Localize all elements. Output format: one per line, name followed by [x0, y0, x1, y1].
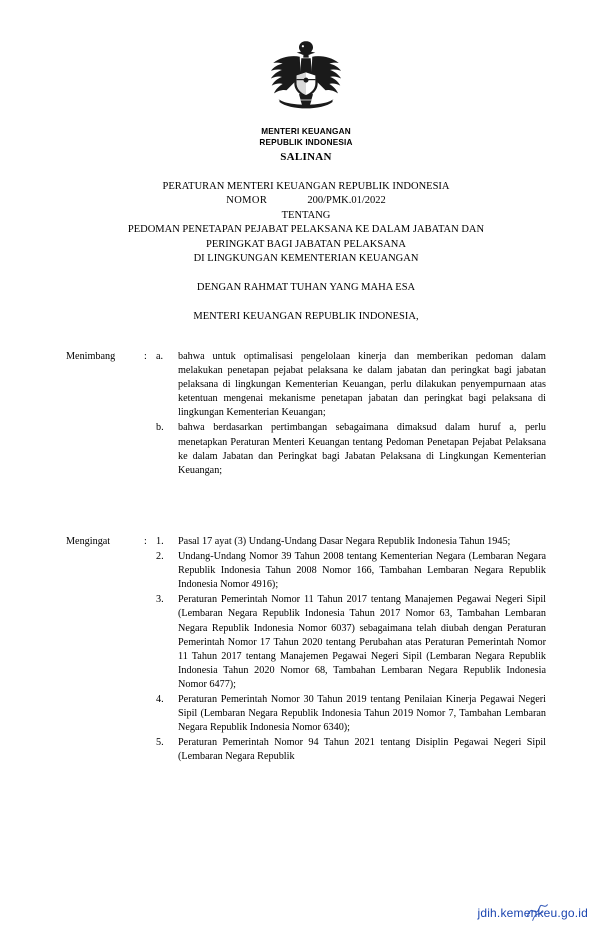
garuda-pancasila-emblem — [267, 38, 345, 116]
mengingat-section — [66, 535, 546, 766]
list-item — [156, 550, 546, 592]
salinan-label: SALINAN — [280, 151, 332, 163]
tentang-label: TENTANG — [281, 209, 331, 221]
item-marker: 1. — [156, 536, 164, 547]
nomor-label: NOMOR — [226, 195, 268, 207]
item-marker: 4. — [156, 694, 164, 706]
list-item — [156, 593, 546, 692]
menimbang-section — [66, 350, 546, 479]
item-text: Undang-Undang Nomor 39 Tahun 2008 tentang Kementerian Negara (Lembaran Negara Republik Indonesia Tahun 2008 Nomor 166, Tambahan Lembaran Negara Republik Indonesia Nomor 4916); — [178, 551, 546, 591]
ministry-header — [0, 126, 612, 165]
list-item — [156, 736, 546, 764]
item-text: Peraturan Pemerintah Nomor 11 Tahun 2017 tentang Manajemen Pegawai Negeri Sipil (Lembaran Negara Republik Indonesia Tahun 2017 Nomor 63, Tambahan Lembaran Negara Republik Indonesia Nomor 6037) sebagaimana telah diubah dengan Peraturan Pemerintah Nomor 17 Tahun 2020 tentang Perubahan atas Peraturan Pemerintah Nomor 11 Tahun 2017 tentang Manajemen Pegawai Negeri Sipil (Lembaran Negara Republik Indonesia Tahun 2020 Nomor 68, Tambahan Lembaran Negara Republik Indonesia Nomor 6477); — [178, 594, 546, 690]
mengingat-label: Mengingat — [66, 536, 111, 547]
menimbang-colon: : — [144, 351, 147, 362]
watermark-footer — [0, 906, 612, 920]
regulation-title-block — [0, 180, 612, 266]
mengingat-colon: : — [144, 536, 147, 547]
subject-line-2: PERINGKAT BAGI JABATAN PELAKSANA — [206, 238, 406, 250]
item-marker: 3. — [156, 594, 164, 606]
menimbang-items — [156, 350, 546, 479]
item-marker: 5. — [156, 737, 164, 749]
subject-line-3: DI LINGKUNGAN KEMENTERIAN KEUANGAN — [193, 253, 419, 265]
ministry-line-2: REPUBLIK INDONESIA — [259, 138, 353, 147]
item-marker: b. — [156, 422, 164, 434]
watermark-text: jdih.kemenkeu.go.id — [477, 906, 588, 920]
subject-line-1: PEDOMAN PENETAPAN PEJABAT PELAKSANA KE DALAM JABATAN DAN — [127, 224, 485, 236]
item-marker: 2. — [156, 551, 164, 563]
list-item — [156, 350, 546, 420]
blessing-line: DENGAN RAHMAT TUHAN YANG MAHA ESA — [196, 282, 416, 293]
regulation-number-line — [0, 194, 612, 208]
item-text: bahwa berdasarkan pertimbangan sebagaimana dimaksud dalam huruf a, perlu menetapkan Peraturan Menteri Keuangan tentang Pedoman Penetapan Pejabat Pelaksana ke dalam Jabatan dan Peringkat bagi Jabatan Pelaksana di Lingkungan Kementerian Keuangan; — [178, 422, 546, 476]
item-text: Pasal 17 ayat (3) Undang-Undang Dasar Negara Republik Indonesia Tahun 1945; — [178, 536, 511, 547]
regulation-title: PERATURAN MENTERI KEUANGAN REPUBLIK INDONESIA — [162, 181, 450, 192]
signature-mark-icon — [524, 897, 550, 923]
list-item — [156, 693, 546, 735]
mengingat-items — [156, 535, 546, 766]
item-marker: a. — [156, 351, 164, 362]
nomor-value: 200/PMK.01/2022 — [307, 195, 386, 207]
list-item — [156, 421, 546, 477]
list-item — [156, 535, 546, 549]
item-text: Peraturan Pemerintah Nomor 94 Tahun 2021 tentang Disiplin Pegawai Negeri Sipil (Lembaran Negara Republik — [178, 737, 546, 763]
issuer-line: MENTERI KEUANGAN REPUBLIK INDONESIA, — [193, 311, 419, 322]
item-text: bahwa untuk optimalisasi pengelolaan kinerja dan memberikan pedoman dalam melakukan penetapan pejabat pelaksana ke dalam jabatan dan peringkat bagi jabatan pelaksana di lingkungan Kementerian Keuangan, perlu dilakukan penyempurnaan atas ketentuan mengenai mekanisme penetapan jabatan dan peringkat bagi pelaksana di lingkungan Kementerian Keuangan; — [178, 351, 546, 419]
ministry-line-1: MENTERI KEUANGAN — [261, 127, 351, 136]
emblem-container — [0, 38, 612, 121]
item-text: Peraturan Pemerintah Nomor 30 Tahun 2019 tentang Penilaian Kinerja Pegawai Negeri Sipil (Lembaran Negara Republik Indonesia Tahun 2019 Nomor 7, Tambahan Lembaran Negara Republik Indonesia Nomor 6340); — [178, 694, 546, 734]
menimbang-label: Menimbang — [66, 351, 116, 362]
